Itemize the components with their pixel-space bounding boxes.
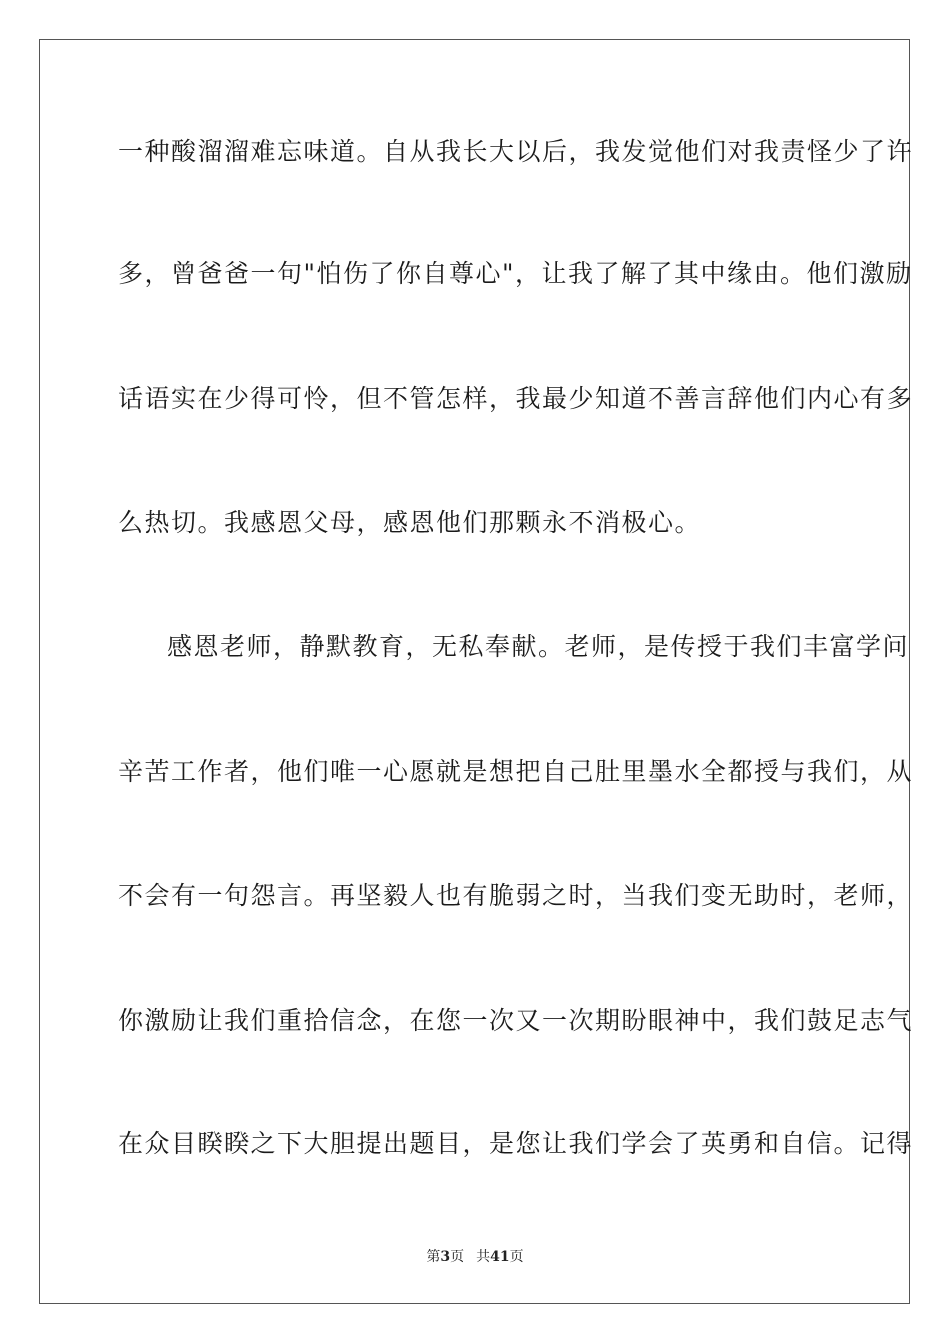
body-text-line: 话语实在少得可怜，但不管怎样，我最少知道不善言辞他们内心有多 — [118, 384, 914, 413]
body-text-line: 多，曾爸爸一句"怕伤了你自尊心"，让我了解了其中缘由。他们激励 — [118, 259, 913, 288]
page-border — [39, 39, 914, 1304]
body-text-line: 你激励让我们重拾信念，在您一次又一次期盼眼神中，我们鼓足志气 — [118, 1006, 914, 1035]
page-suffix: 页 — [450, 1249, 465, 1265]
body-text-line: 在众目睽睽之下大胆提出题目，是您让我们学会了英勇和自信。记得 — [118, 1129, 914, 1158]
paragraph-first-line: 感恩老师，静默教育，无私奉献。老师，是传授于我们丰富学问 — [167, 632, 910, 661]
page-number: 3 — [440, 1249, 451, 1265]
body-text-line: 辛苦工作者，他们唯一心愿就是想把自己肚里墨水全都授与我们，从 — [118, 757, 914, 786]
total-pages: 41 — [490, 1249, 510, 1265]
body-text-line: 不会有一句怨言。再坚毅人也有脆弱之时，当我们变无助时，老师， — [118, 881, 914, 910]
total-prefix: 共 — [476, 1249, 491, 1265]
total-suffix: 页 — [509, 1249, 524, 1265]
page-prefix: 第 — [426, 1249, 441, 1265]
body-text-line: 一种酸溜溜难忘味道。自从我长大以后，我发觉他们对我责怪少了许 — [118, 137, 914, 166]
page-footer — [0, 1248, 950, 1266]
body-text-line: 么热切。我感恩父母，感恩他们那颗永不消极心。 — [118, 508, 702, 537]
